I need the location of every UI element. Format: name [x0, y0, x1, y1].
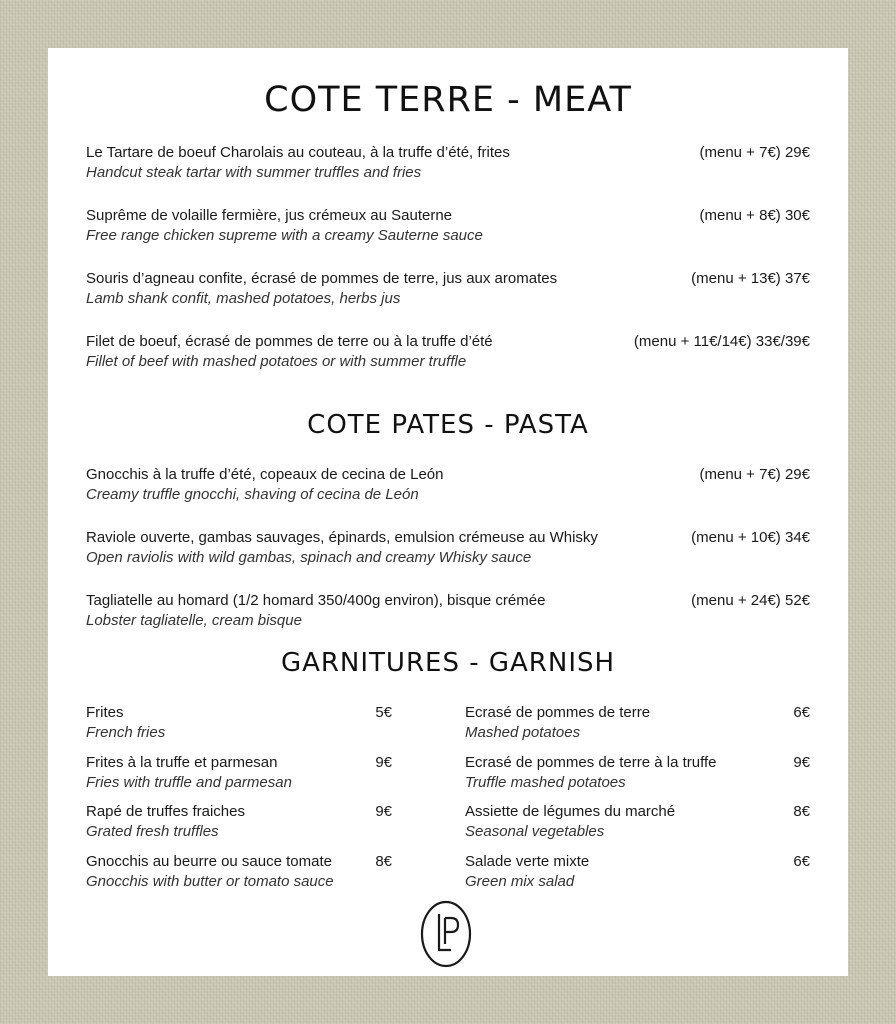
item-name: Ecrasé de pommes de terre [465, 704, 651, 721]
item-price: 9€ [793, 753, 810, 771]
item-name: Raviole ouverte, gambas sauvages, épinards, emulsion crémeuse au Whisky [86, 529, 598, 546]
section-title-pasta: COTE PATES - PASTA [307, 410, 589, 440]
item-translation: Truffle mashed potatoes [465, 773, 626, 791]
item-name: Assiette de légumes du marché [465, 803, 676, 820]
item-translation: Handcut steak tartar with summer truffles and fries [86, 164, 422, 181]
item-name: Rapé de truffes fraiches [86, 803, 245, 820]
garnish-item [465, 704, 810, 754]
item-translation: Creamy truffle gnocchi, shaving of cecina de León [86, 486, 419, 503]
garnish-item [86, 853, 392, 903]
item-name: Gnocchis à la truffe d’été, copeaux de cecina de León [86, 466, 444, 483]
item-price: 9€ [375, 753, 392, 771]
item-translation: Green mix salad [465, 872, 575, 890]
item-price: 5€ [375, 704, 392, 721]
item-name: Filet de boeuf, écrasé de pommes de terre ou à la truffe d’été [86, 333, 493, 350]
item-translation: Grated fresh truffles [86, 823, 219, 840]
section-title-garnish: GARNITURES - GARNISH [280, 648, 616, 678]
menu-item [86, 466, 810, 503]
item-price: (menu + 7€) 29€ [699, 144, 810, 161]
lp-monogram-icon [420, 900, 472, 968]
garnish-column-right [465, 704, 810, 902]
item-price: 6€ [793, 704, 810, 721]
item-translation: Fillet of beef with mashed potatoes or with summer truffle [86, 353, 467, 370]
garnish-column-left [86, 704, 392, 902]
item-price: (menu + 10€) 34€ [691, 529, 810, 546]
item-translation: Free range chicken supreme with a creamy Sauterne sauce [86, 227, 483, 244]
menu-item [86, 529, 810, 566]
item-price: 6€ [793, 852, 810, 870]
item-translation: Mashed potatoes [465, 724, 581, 741]
item-name: Tagliatelle au homard (1/2 homard 350/400g environ), bisque crémée [86, 592, 546, 609]
garnish-item [465, 853, 810, 903]
garnish-item [86, 704, 392, 754]
garnish-item [465, 803, 810, 853]
item-name: Souris d’agneau confite, écrasé de pommes de terre, jus aux aromates [86, 270, 558, 287]
item-price: (menu + 11€/14€) 33€/39€ [633, 333, 810, 350]
menu-item [86, 333, 810, 370]
item-price: (menu + 24€) 52€ [691, 592, 810, 609]
item-name: Suprême de volaille fermière, jus crémeux au Sauterne [86, 207, 453, 224]
menu-item [86, 207, 810, 244]
item-name: Le Tartare de boeuf Charolais au couteau, à la truffe d’été, frites [86, 144, 510, 161]
garnish-item [86, 754, 392, 804]
item-price: 8€ [375, 852, 392, 870]
item-name: Frites [86, 704, 124, 721]
item-translation: Lamb shank confit, mashed potatoes, herbs jus [86, 290, 401, 307]
menu-item [86, 592, 810, 629]
item-translation: Seasonal vegetables [465, 823, 605, 840]
item-translation: Lobster tagliatelle, cream bisque [86, 612, 302, 629]
item-name: Ecrasé de pommes de terre à la truffe [465, 753, 717, 771]
item-price: (menu + 13€) 37€ [691, 270, 810, 287]
item-translation: Open raviolis with wild gambas, spinach and creamy Whisky sauce [86, 549, 532, 566]
item-translation: Fries with truffle and parmesan [86, 773, 292, 791]
menu-card [48, 48, 848, 976]
item-price: 9€ [375, 803, 392, 820]
garnish-item [465, 754, 810, 804]
menu-item [86, 270, 810, 307]
section-title-meat: COTE TERRE - MEAT [264, 80, 632, 120]
item-price: (menu + 8€) 30€ [699, 207, 810, 224]
item-price: 8€ [793, 803, 810, 820]
item-name: Salade verte mixte [465, 852, 590, 870]
item-name: Frites à la truffe et parmesan [86, 753, 278, 771]
item-name: Gnocchis au beurre ou sauce tomate [86, 852, 332, 870]
garnish-item [86, 803, 392, 853]
menu-item [86, 144, 810, 181]
item-price: (menu + 7€) 29€ [699, 466, 810, 483]
item-translation: French fries [86, 724, 166, 741]
item-translation: Gnocchis with butter or tomato sauce [86, 872, 334, 890]
